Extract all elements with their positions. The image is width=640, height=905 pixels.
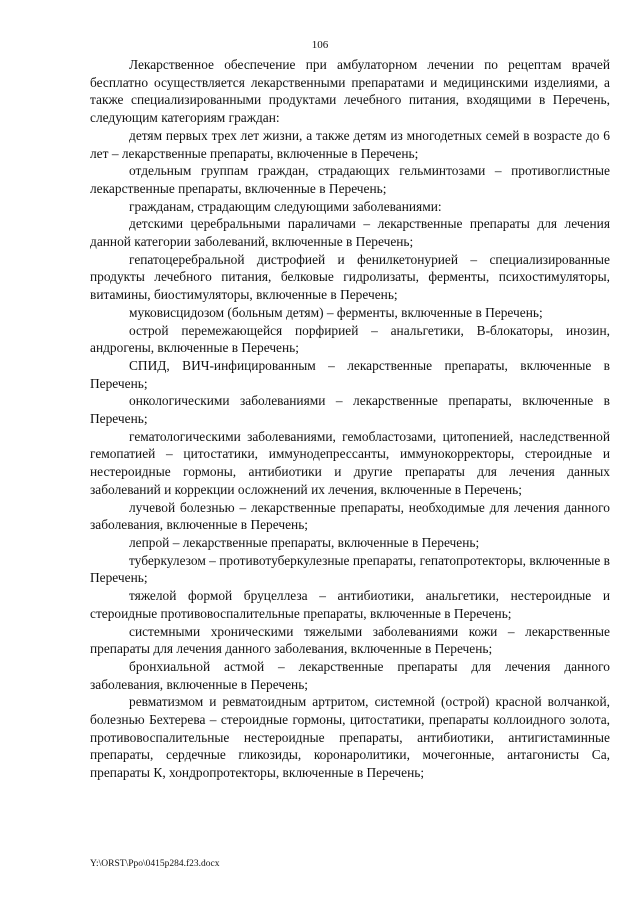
- document-body: [90, 56, 610, 782]
- paragraph-oncology: онкологическими заболеваниями – лекарственные препараты, включенные в Перечень;: [90, 393, 610, 427]
- paragraph-diseases-heading: гражданам, страдающим следующими заболеваниями:: [129, 198, 442, 214]
- paragraph-leprosy: лепрой – лекарственные препараты, включенные в Перечень;: [129, 534, 480, 550]
- paragraph-porphyria: острой перемежающейся порфирией – анальгетики, В-блокаторы, инозин, андрогены, включенные в Перечень;: [90, 322, 610, 356]
- paragraph-helminthiasis: отдельным группам граждан, страдающих гельминтозами – противоглистные лекарственные препараты, включенные в Перечень;: [90, 163, 610, 196]
- paragraph-asthma: бронхиальной астмой – лекарственные препараты для лечения данного заболевания, включенные в Перечень;: [90, 658, 610, 692]
- paragraph-brucellosis: тяжелой формой бруцеллеза – антибиотики, анальгетики, нестероидные и стероидные противовоспалительные препараты, включенные в Перечень;: [90, 588, 610, 621]
- paragraph-children: детям первых трех лет жизни, а также детям из многодетных семей в возрасте до 6 лет – лекарственные препараты, включенные в Перечень;: [90, 127, 610, 161]
- page-number: 106: [311, 39, 329, 51]
- paragraph-hiv: СПИД, ВИЧ-инфицированным – лекарственные препараты, включенные в Перечень;: [90, 357, 610, 391]
- paragraph-cerebral-palsy: детскими церебральными параличами – лекарственные препараты для лечения данной категории заболеваний, включенные в Перечень;: [90, 216, 610, 250]
- paragraph-hepatocerebral: гепатоцеребральной дистрофией и фенилкетонурией – специализированные продукты лечебного питания, белковые гидролизаты, ферменты, психостимуляторы, витамины, биостимуляторы, включенные в Перечень;: [90, 251, 610, 303]
- paragraph-hematology: гематологическими заболеваниями, гемобластозами, цитопенией, наследственной гемопатией – цитостатики, иммунодепрессанты, иммунокорректоры, стероидные и нестероидные гормоны, антибиотики и другие препараты для лечения данных заболеваний и коррекции осложнений их лечения, включенные в Перечень;: [90, 428, 610, 497]
- paragraph-intro: Лекарственное обеспечение при амбулаторном лечении по рецептам врачей бесплатно осуществляется лекарственными препаратами и медицинскими изделиями, а также специализированными продуктами лечебного питания, входящими в Перечень, следующим категориям граждан:: [90, 57, 610, 126]
- paragraph-tuberculosis: туберкулезом – противотуберкулезные препараты, гепатопротекторы, включенные в Перечень;: [90, 552, 610, 586]
- paragraph-radiation: лучевой болезнью – лекарственные препараты, необходимые для лечения данного заболевания, включенные в Перечень;: [90, 499, 610, 533]
- paragraph-rheumatism: ревматизмом и ревматоидным артритом, системной (острой) красной волчанкой, болезнью Бехтерева – стероидные гормоны, цитостатики, препараты коллоидного золота, противовоспалительные нестероидные препараты, антибиотики, антигистаминные препараты, сердечные гликозиды, коронаролитики, мочегонные, антагонисты Са, препараты К, хондропротекторы, включенные в Перечень;: [90, 694, 610, 781]
- paragraph-cystic-fibrosis: муковисцидозом (больным детям) – ферменты, включенные в Перечень;: [129, 304, 543, 320]
- paragraph-skin-diseases: системными хроническими тяжелыми заболеваниями кожи – лекарственные препараты для лечения данного заболевания, включенные в Перечень;: [90, 623, 610, 657]
- footer-file-path: Y:\ORST\Ppo\0415p284.f23.docx: [90, 859, 220, 869]
